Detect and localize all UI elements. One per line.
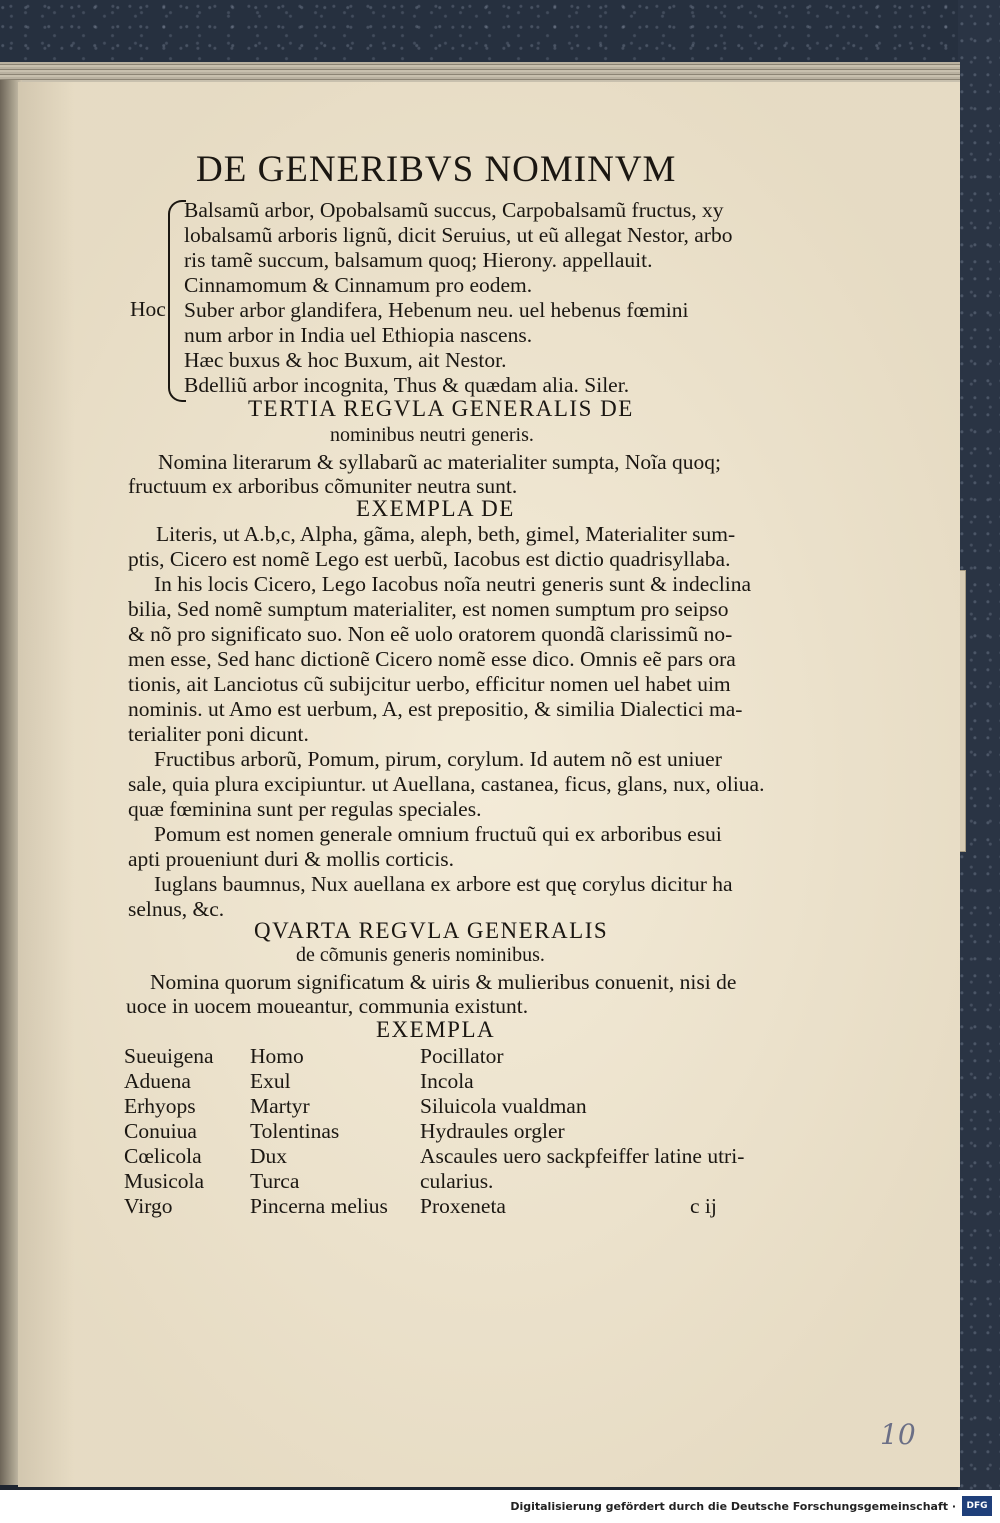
example-line: & nõ pro significato suo. Non eẽ uolo oratorem quondã clarissimũ no-: [128, 622, 733, 646]
word-entry: Cœlicola: [124, 1144, 202, 1168]
word-entry: Incola: [420, 1069, 474, 1093]
book-page: [18, 82, 960, 1487]
word-entry: Erhyops: [124, 1094, 196, 1118]
signature-mark: c ij: [690, 1194, 717, 1218]
word-entry: Martyr: [250, 1094, 310, 1118]
dfg-logo-icon: DFG: [962, 1496, 992, 1516]
example-line: bilia, Sed nomẽ sumptum materialiter, est nomen sumptum pro seipso: [128, 597, 729, 621]
intro-line: ris tamẽ succum, balsamum quoq; Hierony. appellauit.: [184, 248, 653, 272]
example-line: selnus, &c.: [128, 897, 225, 921]
rule3-examples-heading: EXEMPLA DE: [356, 496, 515, 521]
intro-line: Balsamũ arbor, Opobalsamũ succus, Carpobalsamũ fructus, xy: [184, 198, 724, 222]
example-line: Pomum est nomen generale omnium fructuũ qui ex arboribus esui: [154, 822, 722, 846]
rule3-line: fructuum ex arboribus cõmuniter neutra sunt.: [128, 474, 518, 498]
examples-column-2: [250, 1044, 388, 1219]
example-line: nominis. ut Amo est uerbum, A, est prepositio, & similia Dialectici ma-: [128, 697, 743, 721]
handwritten-folio-number: 10: [880, 1418, 916, 1451]
rule4-subheading: de cõmunis generis nominibus.: [296, 944, 545, 966]
rule4-heading: QVARTA REGVLA GENERALIS: [254, 918, 609, 943]
example-line: terialiter poni dicunt.: [128, 722, 309, 746]
example-line: apti proueniunt duri & mollis corticis.: [128, 847, 455, 871]
word-entry: Exul: [250, 1069, 291, 1093]
word-entry: Conuiua: [124, 1119, 197, 1143]
rule3-heading: TERTIA REGVLA GENERALIS DE: [248, 396, 634, 421]
word-entry: Sueuigena: [124, 1044, 214, 1068]
word-entry: cularius.: [420, 1169, 494, 1193]
word-entry: Pincerna melius: [250, 1194, 388, 1218]
example-line: sale, quia plura excipiuntur. ut Auellana, castanea, ficus, glans, nux, oliua.: [128, 772, 765, 796]
book-cover-top: [0, 0, 1000, 70]
intro-line: Hæc buxus & hoc Buxum, ait Nestor.: [184, 348, 507, 372]
example-line: Fructibus arborũ, Pomum, pirum, corylum. Id autem nõ est uniuer: [154, 747, 722, 771]
example-line: Iuglans baumnus, Nux auellana ex arbore est quę corylus dicitur ha: [154, 872, 733, 896]
intro-line: lobalsamũ arboris lignũ, dicit Seruius, ut eũ allegat Nestor, arbo: [184, 223, 733, 247]
word-entry: Homo: [250, 1044, 304, 1068]
page-title: DE GENERIBVS NOMINVM: [196, 149, 677, 190]
example-line: ptis, Cicero est nomẽ Lego est uerbũ, Iacobus est dictio quadrisyllaba.: [128, 547, 731, 571]
rule4-line: uoce in uocem moueantur, communia existunt.: [126, 994, 529, 1018]
rule4-examples-heading: EXEMPLA: [376, 1017, 496, 1042]
word-entry: Aduena: [124, 1069, 191, 1093]
hoc-marker: Hoc: [130, 297, 166, 321]
word-entry: Musicola: [124, 1169, 205, 1193]
word-entry: Virgo: [124, 1194, 173, 1218]
example-line: Literis, ut A.b,c, Alpha, gãma, aleph, beth, gimel, Materialiter sum-: [156, 522, 736, 546]
word-entry: Proxeneta: [420, 1194, 506, 1218]
footer-bar: [0, 1490, 1000, 1523]
examples-column-3: [420, 1044, 744, 1219]
word-entry: Turca: [250, 1169, 300, 1193]
rule4-line: Nomina quorum significatum & uiris & mulieribus conuenit, nisi de: [150, 970, 737, 994]
word-entry: Tolentinas: [250, 1119, 340, 1143]
intro-line: Cinnamomum & Cinnamum pro eodem.: [184, 273, 533, 297]
examples-column-1: [124, 1044, 214, 1219]
word-entry: Siluicola vualdman: [420, 1094, 587, 1118]
word-entry: Pocillator: [420, 1044, 504, 1068]
funding-credit: Digitalisierung gefördert durch die Deutsche Forschungsgemeinschaft ·: [510, 1500, 956, 1513]
intro-line: Bdelliũ arbor incognita, Thus & quædam alia. Siler.: [184, 373, 630, 397]
intro-line: Suber arbor glandifera, Hebenum neu. uel hebenus fœmini: [184, 298, 689, 322]
example-line: men esse, Sed hanc dictionẽ Cicero nomẽ esse dico. Omnis eẽ pars ora: [128, 647, 736, 671]
example-line: tionis, ait Lanciotus cũ subijcitur uerbo, efficitur nomen uel habet uim: [128, 672, 731, 696]
rule3-line: Nomina literarum & syllabarũ ac materialiter sumpta, Noĩa quoq;: [158, 450, 722, 474]
rule3-subheading: nominibus neutri generis.: [330, 424, 534, 446]
word-entry: Hydraules orgler: [420, 1119, 565, 1143]
word-entry: Dux: [250, 1144, 288, 1168]
word-entry: Ascaules uero sackpfeiffer latine utri-: [420, 1144, 745, 1168]
intro-line: num arbor in India uel Ethiopia nascens.: [184, 323, 533, 347]
example-line: In his locis Cicero, Lego Iacobus noĩa neutri generis sunt & indeclina: [154, 572, 752, 596]
example-line: quæ fœminina sunt per regulas speciales.: [128, 797, 482, 821]
